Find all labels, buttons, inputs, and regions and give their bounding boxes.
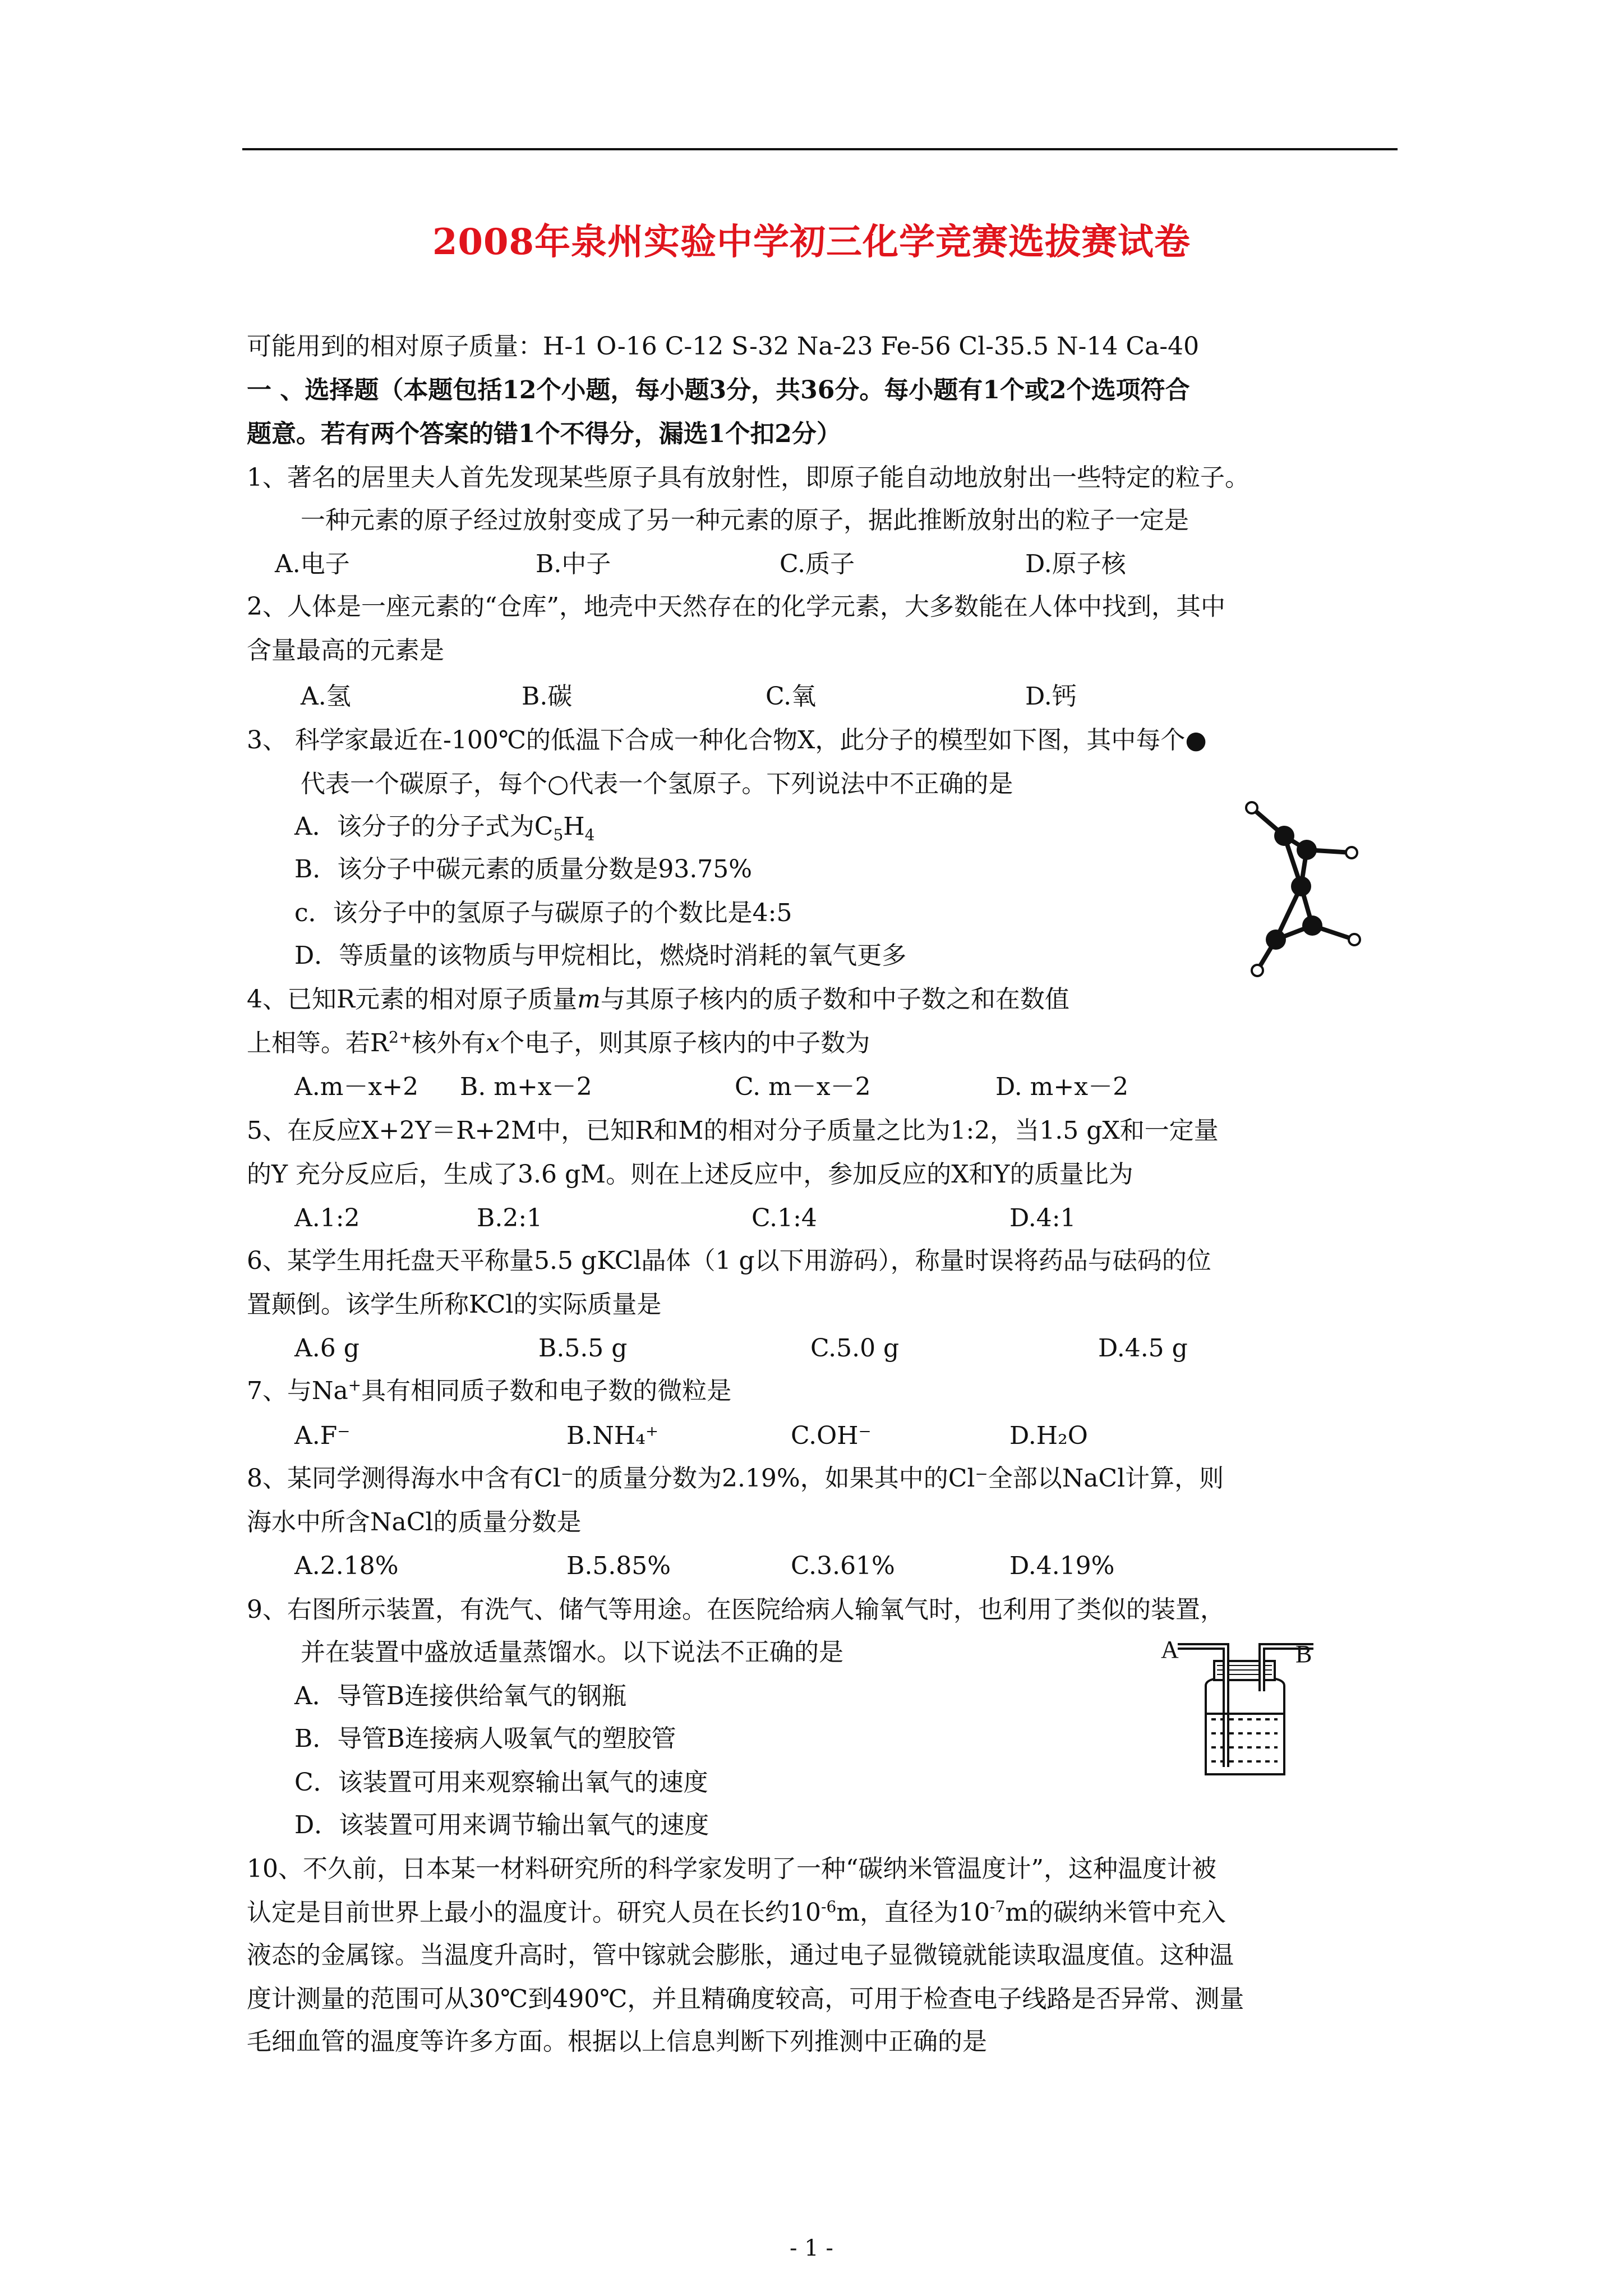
question-6-cont: 置颠倒。该学生所称KCl的实际质量是 — [247, 1290, 662, 1319]
question-8: 8、某同学测得海水中含有Cl⁻的质量分数为2.19%，如果其中的Cl⁻全部以NaCl计算，则 — [247, 1464, 1224, 1493]
option-b: B.5.85% — [566, 1552, 671, 1580]
option-b: B. m+x－2 — [460, 1073, 592, 1101]
gas-bottle-diagram — [1155, 1630, 1335, 1787]
option-a: A.2.18% — [294, 1552, 399, 1580]
molecule-diagram — [1223, 791, 1402, 993]
option-c: C.1:4 — [751, 1204, 817, 1232]
question-9-cont: 并在装置中盛放适量蒸馏水。以下说法不正确的是 — [301, 1638, 843, 1667]
section-1-heading: 一 、选择题（本题包括12个小题，每小题3分，共36分。每小题有1个或2个选项符合 — [247, 376, 1190, 404]
question-3-option-a: A．该分子的分子式为$C_5H_4$ — [294, 812, 595, 844]
option-a: A.6 g — [294, 1334, 359, 1363]
option-d: D.4:1 — [1009, 1204, 1076, 1232]
label-a: A — [1161, 1636, 1179, 1663]
option-d: D.4.5 g — [1098, 1334, 1188, 1363]
question-10-cont-2: 液态的金属镓。当温度升高时，管中镓就会膨胀，通过电子显微镜就能读取温度值。这种温 — [247, 1941, 1234, 1970]
option-d: D.原子核 — [1025, 550, 1126, 578]
question-9-option-c: C．该装置可用来观察输出氧气的速度 — [294, 1768, 708, 1797]
page-title: 2008年泉州实验中学初三化学竞赛选拔赛试卷 — [432, 221, 1191, 263]
question-3-option-b: B．该分子中碳元素的质量分数是93.75% — [294, 855, 753, 884]
option-a: A.氢 — [301, 682, 351, 711]
question-9-option-a: A．导管B连接供给氧气的钢瓶 — [294, 1682, 627, 1710]
header-rule — [242, 148, 1398, 150]
option-c: C.5.0 g — [810, 1334, 900, 1363]
option-c: C. m－x－2 — [735, 1073, 871, 1101]
question-10: 10、不久前，日本某一材料研究所的科学家发明了一种“碳纳米管温度计”，这种温度计被 — [247, 1855, 1216, 1883]
question-1-cont: 一种元素的原子经过放射变成了另一种元素的原子，据此推断放射出的粒子一定是 — [301, 506, 1189, 535]
label-b: B — [1295, 1640, 1312, 1668]
question-9: 9、右图所示装置，有洗气、储气等用途。在医院给病人输氧气时，也利用了类似的装置， — [247, 1595, 1225, 1624]
option-d: D.钙 — [1025, 682, 1077, 711]
question-1: 1、著名的居里夫人首先发现某些原子具有放射性，即原子能自动地放射出一些特定的粒子。 — [247, 463, 1249, 492]
question-9-option-b: B．导管B连接病人吸氧气的塑胶管 — [294, 1724, 676, 1753]
page-number: - 1 - — [790, 2235, 833, 2261]
question-9-option-d: D．该装置可用来调节输出氧气的速度 — [294, 1811, 709, 1839]
question-3-option-c: c．该分子中的氢原子与碳原子的个数比是4:5 — [294, 899, 792, 927]
option-c: C.质子 — [780, 550, 855, 578]
question-3: 3、 科学家最近在-100℃的低温下合成一种化合物X，此分子的模型如下图，其中每个● — [247, 726, 1207, 754]
option-a: A.m－x+2 — [294, 1073, 419, 1101]
option-a: A.1:2 — [294, 1204, 360, 1232]
atomic-masses: 可能用到的相对原子质量：H-1 O-16 C-12 S-32 Na-23 Fe-56 Cl-35.5 N-14 Ca-40 — [247, 332, 1200, 361]
question-10-cont-3: 度计测量的范围可从30℃到490℃，并且精确度较高，可用于检查电子线路是否异常、测量 — [247, 1985, 1244, 2013]
option-b: B.NH₄⁺ — [566, 1421, 659, 1450]
option-c: C.3.61% — [791, 1552, 895, 1580]
question-3-cont: 代表一个碳原子，每个○代表一个氢原子。下列说法中不正确的是 — [301, 770, 1013, 798]
option-b: B.2:1 — [477, 1204, 543, 1232]
option-d: D. m+x－2 — [995, 1073, 1129, 1101]
question-5-cont: 的Y 充分反应后，生成了3.6 gM。则在上述反应中，参加反应的X和Y的质量比为 — [247, 1160, 1133, 1189]
question-2-cont: 含量最高的元素是 — [247, 636, 444, 665]
option-c: C.氧 — [766, 682, 817, 711]
question-10-cont-1: 认定是目前世界上最小的温度计。研究人员在长约$10^{-6}m$，直径为$10^{-7}m$的碳纳米管中充入 — [247, 1897, 1227, 1927]
option-b: B.中子 — [536, 550, 611, 578]
question-6: 6、某学生用托盘天平称量5.5 gKCl晶体（1 g以下用游码），称量时误将药品与砝码的位 — [247, 1246, 1211, 1275]
question-8-cont: 海水中所含NaCl的质量分数是 — [247, 1508, 582, 1536]
section-1-heading-cont: 题意。若有两个答案的错1个不得分，漏选1个扣2分） — [247, 420, 841, 448]
option-d: D.4.19% — [1009, 1552, 1115, 1580]
question-7: 7、与Na+具有相同质子数和电子数的微粒是 — [247, 1375, 732, 1405]
question-5: 5、在反应X+2Y＝R+2M中，已知R和M的相对分子质量之比为1:2，当1.5 gX和一定量 — [247, 1116, 1219, 1145]
question-4-cont: 上相等。若$R^{2+}$核外有x个电子，则其原子核内的中子数为 — [247, 1028, 870, 1057]
option-b: B.碳 — [522, 682, 573, 711]
question-3-option-d: D．等质量的该物质与甲烷相比，燃烧时消耗的氧气更多 — [294, 941, 907, 970]
option-b: B.5.5 g — [538, 1334, 628, 1363]
option-a: A.电子 — [275, 550, 350, 578]
question-10-cont-4: 毛细血管的温度等许多方面。根据以上信息判断下列推测中正确的是 — [247, 2027, 987, 2056]
option-d: D.H₂O — [1009, 1421, 1088, 1450]
question-4: 4、已知R元素的相对原子质量m与其原子核内的质子数和中子数之和在数值 — [247, 985, 1069, 1014]
option-c: C.OH⁻ — [791, 1421, 872, 1450]
option-a: A.F⁻ — [294, 1421, 351, 1450]
question-2: 2、人体是一座元素的“仓库”，地壳中天然存在的化学元素，大多数能在人体中找到，其中 — [247, 592, 1225, 621]
